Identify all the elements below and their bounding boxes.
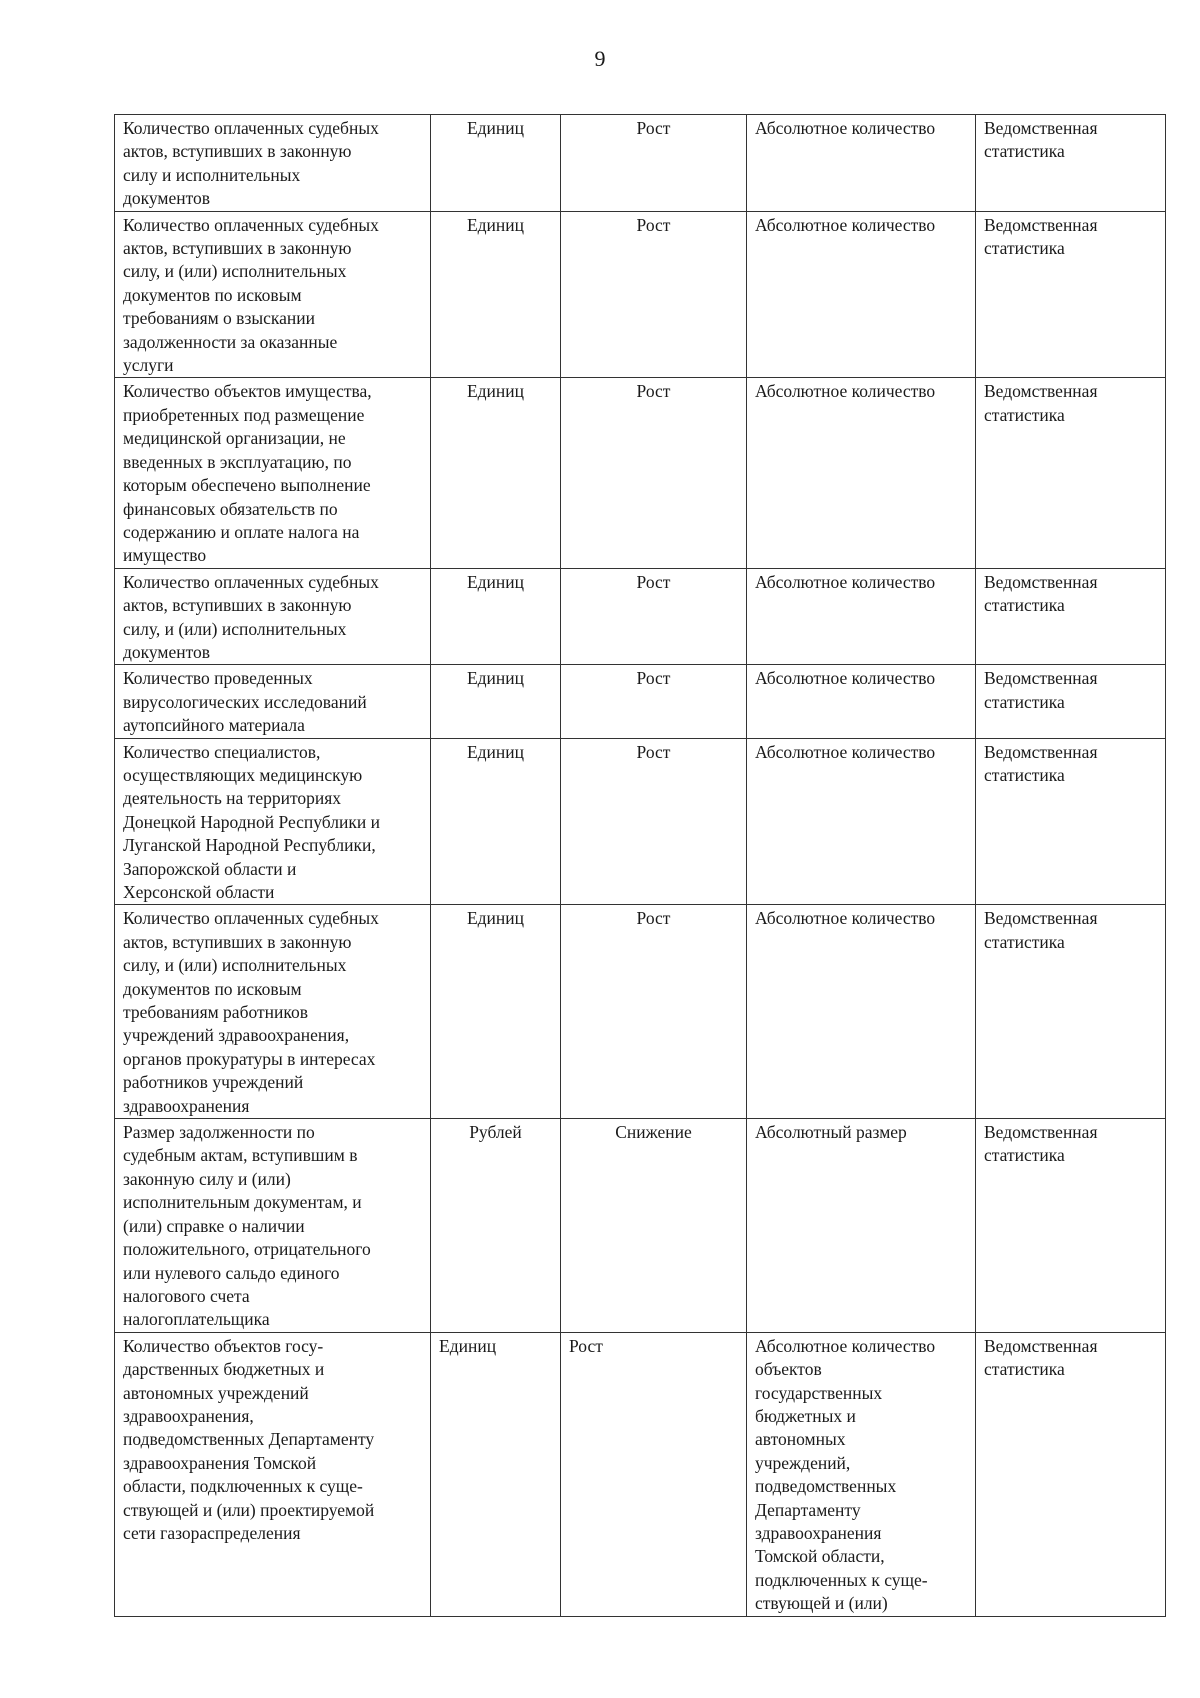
direction-cell: Рост (561, 115, 747, 212)
source-cell: Ведомственная статистика (976, 905, 1166, 1119)
table-row (115, 211, 1166, 378)
table-row (115, 738, 1166, 905)
indicator-name-cell: Количество оплаченных судебных актов, вступивших в законную силу, и (или) исполнительных документов по исковым требованиям о взыскании задолженности за оказанные услуги (115, 211, 431, 378)
unit-cell: Единиц (431, 665, 561, 738)
unit-cell: Единиц (431, 738, 561, 905)
table-row (115, 1332, 1166, 1616)
method-cell: Абсолютное количество (747, 115, 976, 212)
indicator-name-cell: Количество объектов имущества, приобретенных под размещение медицинской организации, не введенных в эксплуатацию, по которым обеспечено выполнение финансовых обязательств по содержанию и оплате налога на имущество (115, 378, 431, 568)
table-row (115, 1119, 1166, 1333)
direction-cell: Рост (561, 738, 747, 905)
method-cell: Абсолютное количество (747, 738, 976, 905)
direction-cell: Рост (561, 211, 747, 378)
source-cell: Ведомственная статистика (976, 115, 1166, 212)
unit-cell: Единиц (431, 905, 561, 1119)
indicator-name-cell: Количество оплаченных судебных актов, вступивших в законную силу, и (или) исполнительных документов (115, 568, 431, 665)
page-number: 9 (594, 46, 606, 71)
unit-cell: Рублей (431, 1119, 561, 1333)
source-cell: Ведомственная статистика (976, 1332, 1166, 1616)
indicator-name-cell: Количество проведенных вирусологических исследований аутопсийного материала (115, 665, 431, 738)
method-cell: Абсолютное количество (747, 665, 976, 738)
method-cell: Абсолютное количество (747, 905, 976, 1119)
indicator-name-cell: Количество объектов госу- дарственных бюджетных и автономных учреждений здравоохранения, подведомственных Департаменту здравоохранения Томской области, подключенных к суще- ствующей и (или) проектируемой сети газораспределения (115, 1332, 431, 1616)
method-cell: Абсолютное количество (747, 568, 976, 665)
unit-cell: Единиц (431, 1332, 561, 1616)
indicator-name-cell: Количество оплаченных судебных актов, вступивших в законную силу и исполнительных документов (115, 115, 431, 212)
method-cell: Абсолютный размер (747, 1119, 976, 1333)
direction-cell: Рост (561, 568, 747, 665)
method-cell: Абсолютное количество (747, 378, 976, 568)
table-row (115, 568, 1166, 665)
direction-cell: Снижение (561, 1119, 747, 1333)
source-cell: Ведомственная статистика (976, 378, 1166, 568)
method-cell: Абсолютное количество (747, 211, 976, 378)
table-row (115, 115, 1166, 212)
unit-cell: Единиц (431, 378, 561, 568)
unit-cell: Единиц (431, 211, 561, 378)
source-cell: Ведомственная статистика (976, 738, 1166, 905)
unit-cell: Единиц (431, 115, 561, 212)
table-row (115, 905, 1166, 1119)
source-cell: Ведомственная статистика (976, 211, 1166, 378)
table-row (115, 665, 1166, 738)
unit-cell: Единиц (431, 568, 561, 665)
source-cell: Ведомственная статистика (976, 665, 1166, 738)
indicator-name-cell: Размер задолженности по судебным актам, вступившим в законную силу и (или) исполнительным документам, и (или) справке о наличии положительного, отрицательного или нулевого сальдо единого налогового счета налогоплательщика (115, 1119, 431, 1333)
table-row (115, 378, 1166, 568)
direction-cell: Рост (561, 665, 747, 738)
direction-cell: Рост (561, 378, 747, 568)
indicator-name-cell: Количество оплаченных судебных актов, вступивших в законную силу, и (или) исполнительных документов по исковым требованиям работников учреждений здравоохранения, органов прокуратуры в интересах работников учреждений здравоохранения (115, 905, 431, 1119)
indicators-table (114, 114, 1166, 1617)
method-cell: Абсолютное количество объектов государственных бюджетных и автономных учреждений, подведомственных Департаменту здравоохранения Томской области, подключенных к суще- ствующей и (или) (747, 1332, 976, 1616)
direction-cell: Рост (561, 905, 747, 1119)
direction-cell: Рост (561, 1332, 747, 1616)
source-cell: Ведомственная статистика (976, 1119, 1166, 1333)
source-cell: Ведомственная статистика (976, 568, 1166, 665)
indicator-name-cell: Количество специалистов, осуществляющих медицинскую деятельность на территориях Донецкой Народной Республики и Луганской Народной Республики, Запорожской области и Херсонской области (115, 738, 431, 905)
